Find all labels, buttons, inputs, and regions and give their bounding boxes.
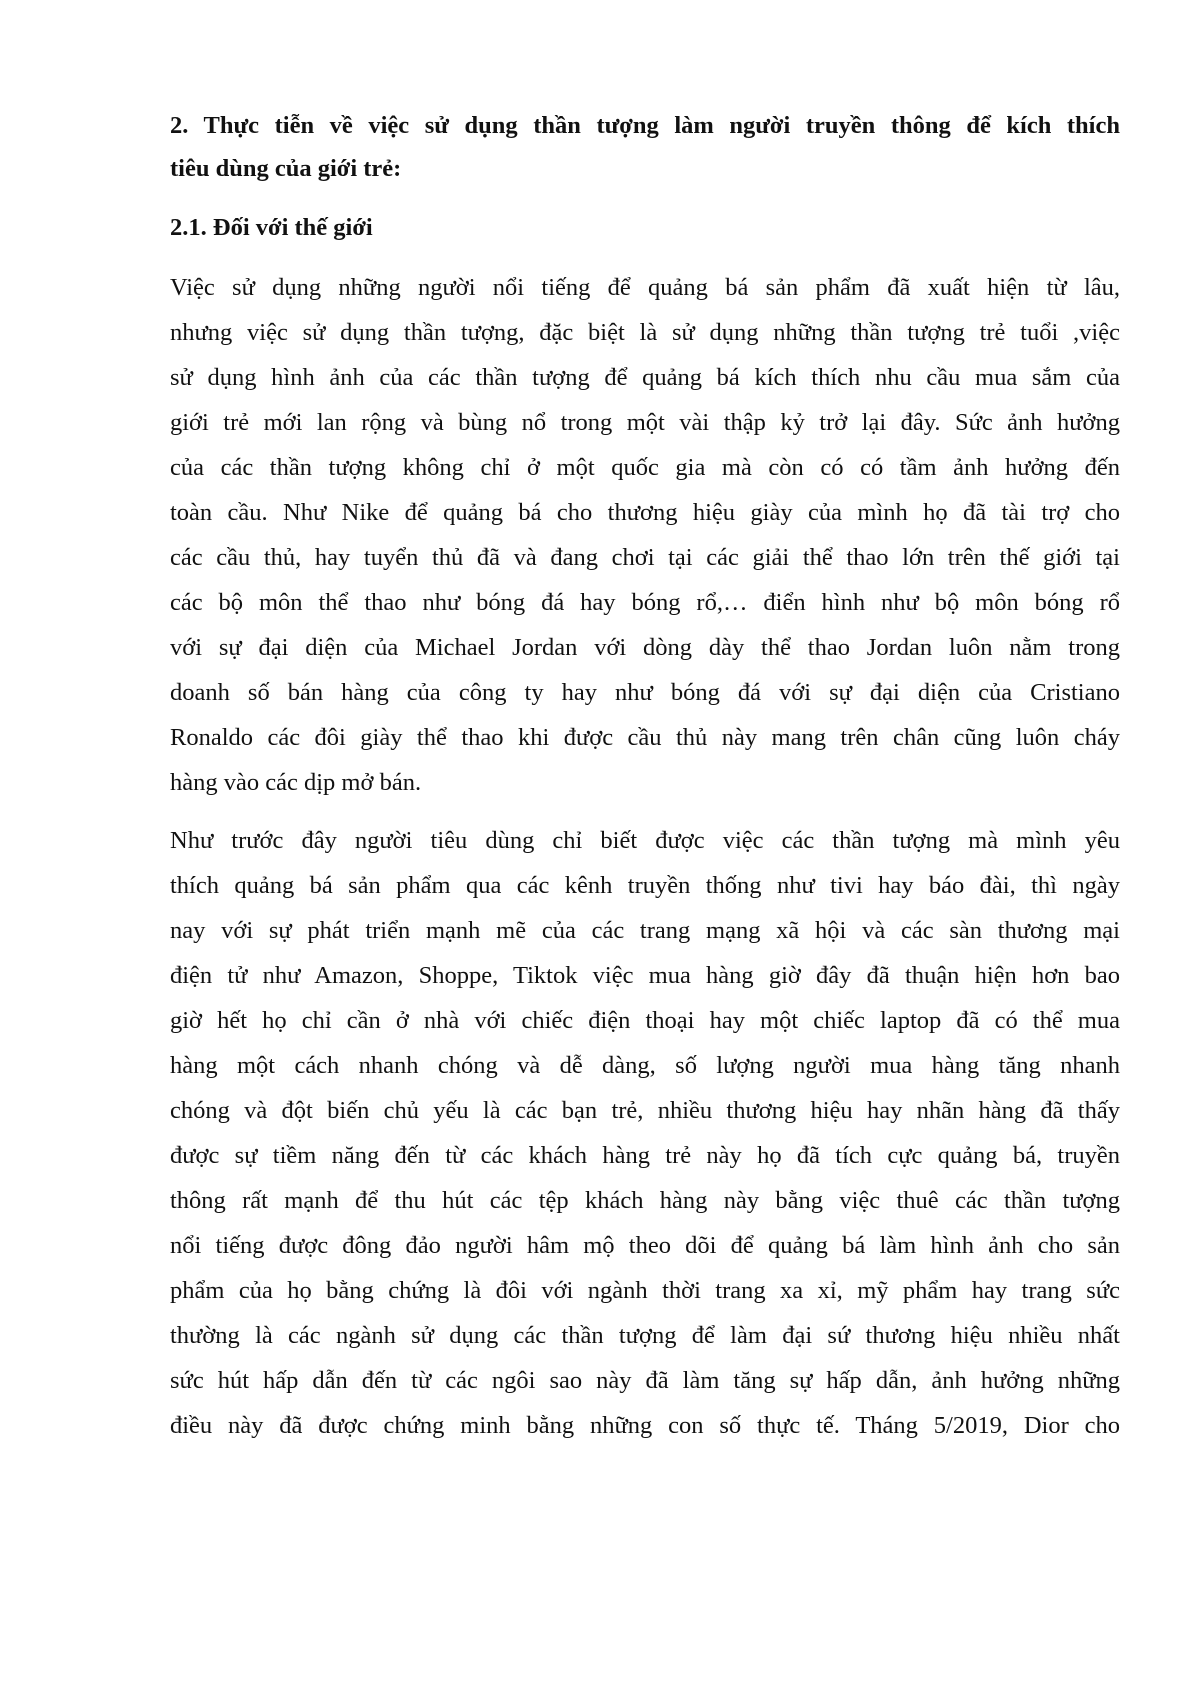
- paragraph-line: doanh số bán hàng của công ty hay như bóng đá với sự đại diện của Cristiano: [170, 679, 1120, 706]
- paragraph-line: hàng một cách nhanh chóng và dễ dàng, số lượng người mua hàng tăng nhanh: [170, 1052, 1120, 1079]
- paragraph-line: chóng và đột biến chủ yếu là các bạn trẻ, nhiều thương hiệu hay nhãn hàng đã thấy: [170, 1097, 1120, 1124]
- paragraph-line: nhưng việc sử dụng thần tượng, đặc biệt là sử dụng những thần tượng trẻ tuổi ,việc: [170, 319, 1120, 346]
- paragraph-line: sử dụng hình ảnh của các thần tượng để quảng bá kích thích nhu cầu mua sắm của: [170, 364, 1120, 391]
- section-heading-line-2: tiêu dùng của giới trẻ:: [170, 155, 402, 182]
- paragraph-line: của các thần tượng không chỉ ở một quốc gia mà còn có có tầm ảnh hưởng đến: [170, 454, 1120, 481]
- paragraph-line: thường là các ngành sử dụng các thần tượng để làm đại sứ thương hiệu nhiều nhất: [170, 1322, 1120, 1349]
- paragraph-line: điều này đã được chứng minh bằng những con số thực tế. Tháng 5/2019, Dior cho: [170, 1412, 1120, 1439]
- paragraph-line: các bộ môn thể thao như bóng đá hay bóng rổ,… điển hình như bộ môn bóng rổ: [170, 589, 1120, 616]
- paragraph-line: phẩm của họ bằng chứng là đôi với ngành thời trang xa xỉ, mỹ phẩm hay trang sức: [170, 1277, 1120, 1304]
- paragraph-line: thông rất mạnh để thu hút các tệp khách hàng này bằng việc thuê các thần tượng: [170, 1187, 1120, 1214]
- paragraph-line: Ronaldo các đôi giày thể thao khi được cầu thủ này mang trên chân cũng luôn cháy: [170, 724, 1120, 751]
- subsection-heading: 2.1. Đối với thế giới: [170, 214, 373, 241]
- paragraph-line: nay với sự phát triển mạnh mẽ của các trang mạng xã hội và các sàn thương mại: [170, 917, 1120, 944]
- paragraph-line: với sự đại diện của Michael Jordan với dòng dày thể thao Jordan luôn nằm trong: [170, 634, 1120, 661]
- paragraph-line: giới trẻ mới lan rộng và bùng nổ trong một vài thập kỷ trở lại đây. Sức ảnh hưởng: [170, 409, 1120, 436]
- paragraph-line: Việc sử dụng những người nổi tiếng để quảng bá sản phẩm đã xuất hiện từ lâu,: [170, 274, 1120, 301]
- paragraph-line: giờ hết họ chỉ cần ở nhà với chiếc điện thoại hay một chiếc laptop đã có thể mua: [170, 1007, 1120, 1034]
- paragraph-line: Như trước đây người tiêu dùng chỉ biết được việc các thần tượng mà mình yêu: [170, 827, 1120, 854]
- paragraph-line: hàng vào các dịp mở bán.: [170, 769, 422, 796]
- paragraph-line: nổi tiếng được đông đảo người hâm mộ theo dõi để quảng bá làm hình ảnh cho sản: [170, 1232, 1120, 1259]
- paragraph-line: toàn cầu. Như Nike để quảng bá cho thương hiệu giày của mình họ đã tài trợ cho: [170, 499, 1120, 526]
- paragraph-line: sức hút hấp dẫn đến từ các ngôi sao này đã làm tăng sự hấp dẫn, ảnh hưởng những: [170, 1367, 1120, 1394]
- paragraph-line: được sự tiềm năng đến từ các khách hàng trẻ này họ đã tích cực quảng bá, truyền: [170, 1142, 1120, 1169]
- paragraph-line: các cầu thủ, hay tuyển thủ đã và đang chơi tại các giải thể thao lớn trên thế giới tại: [170, 544, 1120, 571]
- section-heading-line-1: 2. Thực tiễn về việc sử dụng thần tượng làm người truyền thông để kích thích: [170, 112, 1120, 139]
- paragraph-line: điện tử như Amazon, Shoppe, Tiktok việc mua hàng giờ đây đã thuận hiện hơn bao: [170, 962, 1120, 989]
- paragraph-line: thích quảng bá sản phẩm qua các kênh truyền thống như tivi hay báo đài, thì ngày: [170, 872, 1120, 899]
